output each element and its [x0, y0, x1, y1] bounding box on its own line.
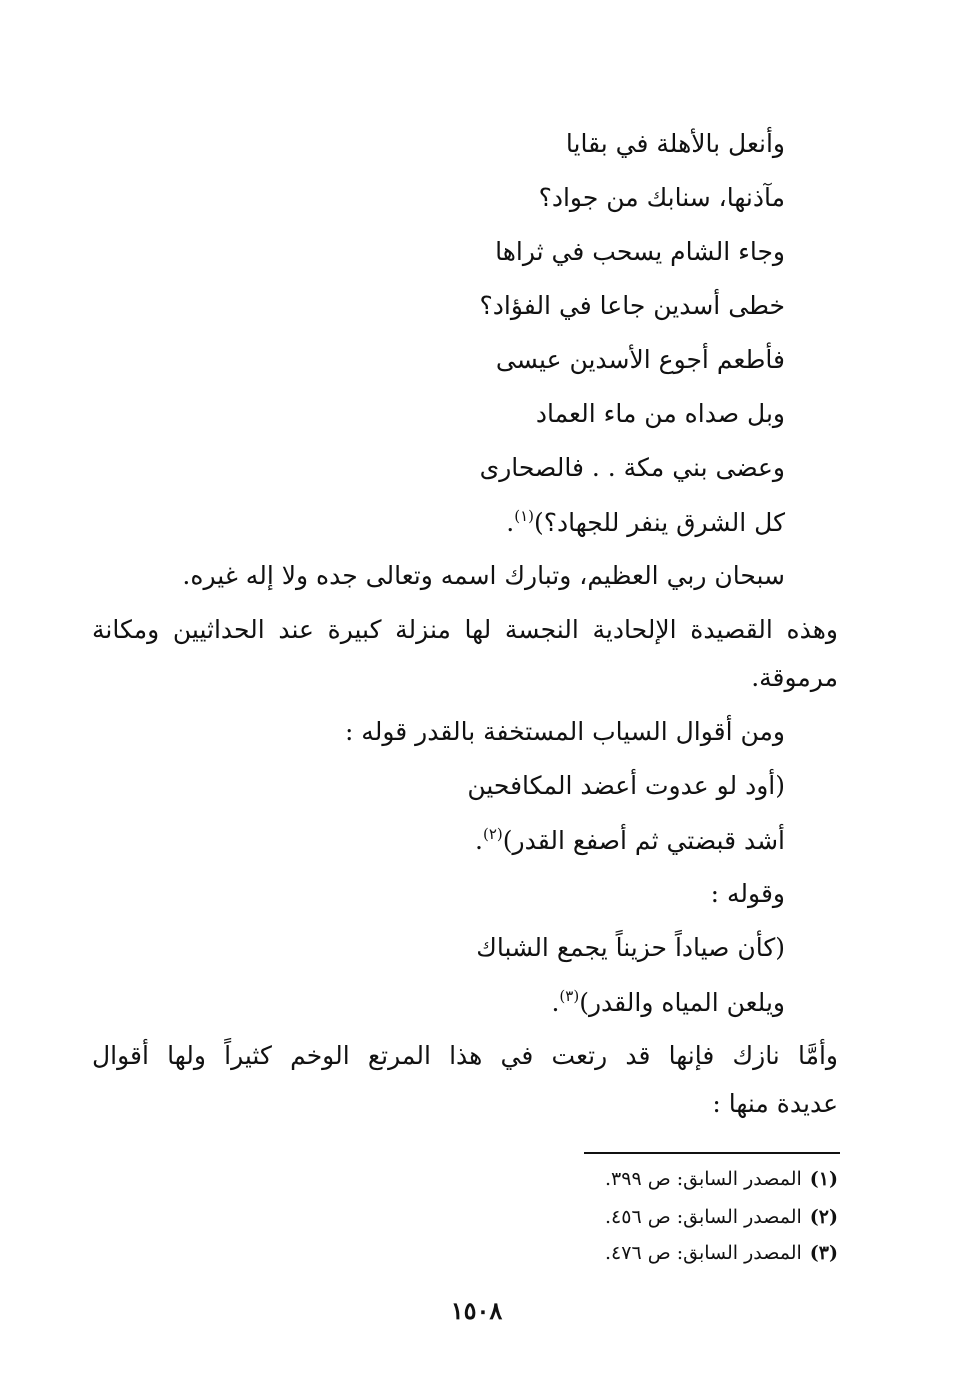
verse-line: وبل صداه من ماء العماد [535, 399, 785, 428]
verse-text: كل الشرق ينفر للجهاد؟) [533, 508, 785, 537]
verse-line-with-footnote [475, 827, 785, 853]
prose-line-justified: وهذه القصيدة الإلحادية النجسة لها منزلة كبيرة عند الحداثيين ومكانة [92, 615, 838, 644]
verse-end: . [551, 988, 560, 1017]
verse-text: أشد قبضتي ثم أصفع القدر) [502, 826, 785, 855]
footnote-text: المصدر السابق: ص ٤٧٦. [605, 1242, 802, 1264]
verse-line: (كأن صياداً حزيناً يجمع الشباك [476, 933, 785, 962]
footnote-separator [584, 1152, 840, 1154]
footnote-number: (٣) [809, 1242, 838, 1264]
verse-end: . [475, 826, 483, 855]
verse-line: خطى أسدين جاعا في الفؤاد؟ [479, 291, 785, 320]
footnote-text: المصدر السابق: ص ٤٥٦. [605, 1206, 802, 1228]
prose-line: سبحان ربي العظيم، وتبارك اسمه وتعالى جده ولا إله غيره. [182, 561, 785, 590]
prose-line-continuation: عديدة منها : [712, 1089, 838, 1118]
footnote-number: (٢) [809, 1206, 838, 1228]
verse-line-with-footnote [506, 509, 785, 535]
verse-end: . [506, 508, 515, 537]
page-number: ١٥٠٨ [450, 1296, 503, 1325]
prose-line-continuation: مرموقة. [751, 663, 838, 692]
verse-line-with-footnote [551, 989, 785, 1015]
footnote-ref: (٣) [559, 987, 580, 1005]
footnote [605, 1208, 838, 1227]
verse-line: فأطعم أجوع الأسدين عيسى [495, 345, 785, 374]
prose-line: وقوله : [710, 879, 785, 908]
prose-line-justified: وأمَّا نازك فإنها قد رتعت في هذا المرتع الوخم كثيراً ولها أقوال [92, 1041, 838, 1070]
verse-line: مآذنها، سنابك من جواد؟ [538, 183, 785, 212]
footnote-ref: (١) [514, 507, 534, 525]
footnote [605, 1244, 838, 1263]
footnote-text: المصدر السابق: ص ٣٩٩. [605, 1168, 802, 1190]
footnote-number: (١) [809, 1168, 838, 1190]
verse-text: ويلعن المياه والقدر) [579, 988, 785, 1017]
verse-line: وأنعل بالأهلة في بقايا [565, 129, 785, 158]
footnote [605, 1170, 838, 1189]
verse-line: (أود لو عدوت أعضد المكافحين [467, 771, 785, 800]
verse-line: وجاء الشام يسحب في ثراها [495, 237, 785, 266]
verse-line: وعضى بني مكة . . فالصحارى [479, 453, 785, 482]
prose-line: ومن أقوال السياب المستخفة بالقدر قوله : [344, 717, 785, 746]
footnote-ref: (٢) [482, 825, 503, 843]
